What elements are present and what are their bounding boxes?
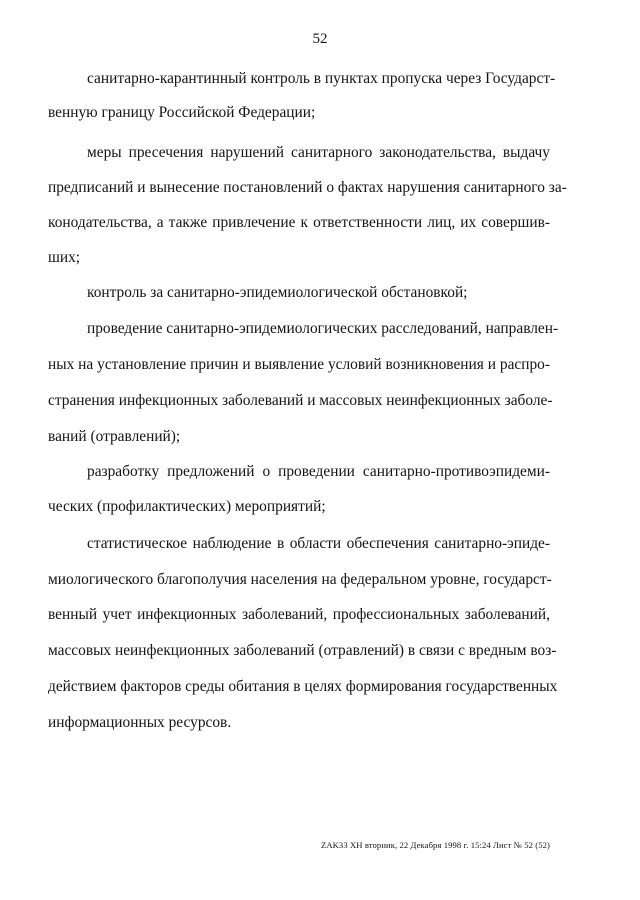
text-line: меры пресечения нарушений санитарного законодательства, выдачу bbox=[87, 144, 550, 161]
text-line: действием факторов среды обитания в целях формирования государственных bbox=[48, 678, 558, 695]
text-line: информационных ресурсов. bbox=[48, 714, 232, 731]
text-line: ных на установление причин и выявление условий возникновения и распро- bbox=[48, 356, 550, 373]
text-line: массовых неинфекционных заболеваний (отравлений) в связи с вредным воз- bbox=[48, 642, 557, 659]
text-line: ших; bbox=[48, 249, 81, 266]
text-line: предписаний и вынесение постановлений о фактах нарушения санитарного за- bbox=[48, 179, 567, 196]
text-line: миологического благополучия населения на федеральном уровне, государст- bbox=[48, 571, 552, 588]
text-line: конодательства, а также привлечение к ответственности лиц, их совершив- bbox=[48, 214, 550, 231]
print-footer: ZAK33 XH вторник, 22 Декабря 1998 г. 15:24 Лист № 52 (52) bbox=[320, 840, 550, 850]
text-line: статистическое наблюдение в области обеспечения санитарно-эпиде- bbox=[87, 535, 550, 552]
text-line: разработку предложений о проведении санитарно-противоэпидеми- bbox=[87, 463, 550, 480]
text-line: ваний (отравлений); bbox=[48, 428, 181, 445]
text-line: странения инфекционных заболеваний и массовых неинфекционных заболе- bbox=[48, 392, 553, 409]
text-line: проведение санитарно-эпидемиологических расследований, направлен- bbox=[87, 320, 559, 337]
page-number: 52 bbox=[312, 31, 328, 47]
text-line: санитарно-карантинный контроль в пунктах пропуска через Государст- bbox=[87, 70, 556, 87]
text-line: венный учет инфекционных заболеваний, профессиональных заболеваний, bbox=[48, 606, 550, 623]
text-line: ческих (профилактических) мероприятий; bbox=[48, 498, 326, 515]
text-line: контроль за санитарно-эпидемиологической обстановкой; bbox=[87, 284, 468, 301]
text-line: венную границу Российской Федерации; bbox=[48, 104, 316, 121]
